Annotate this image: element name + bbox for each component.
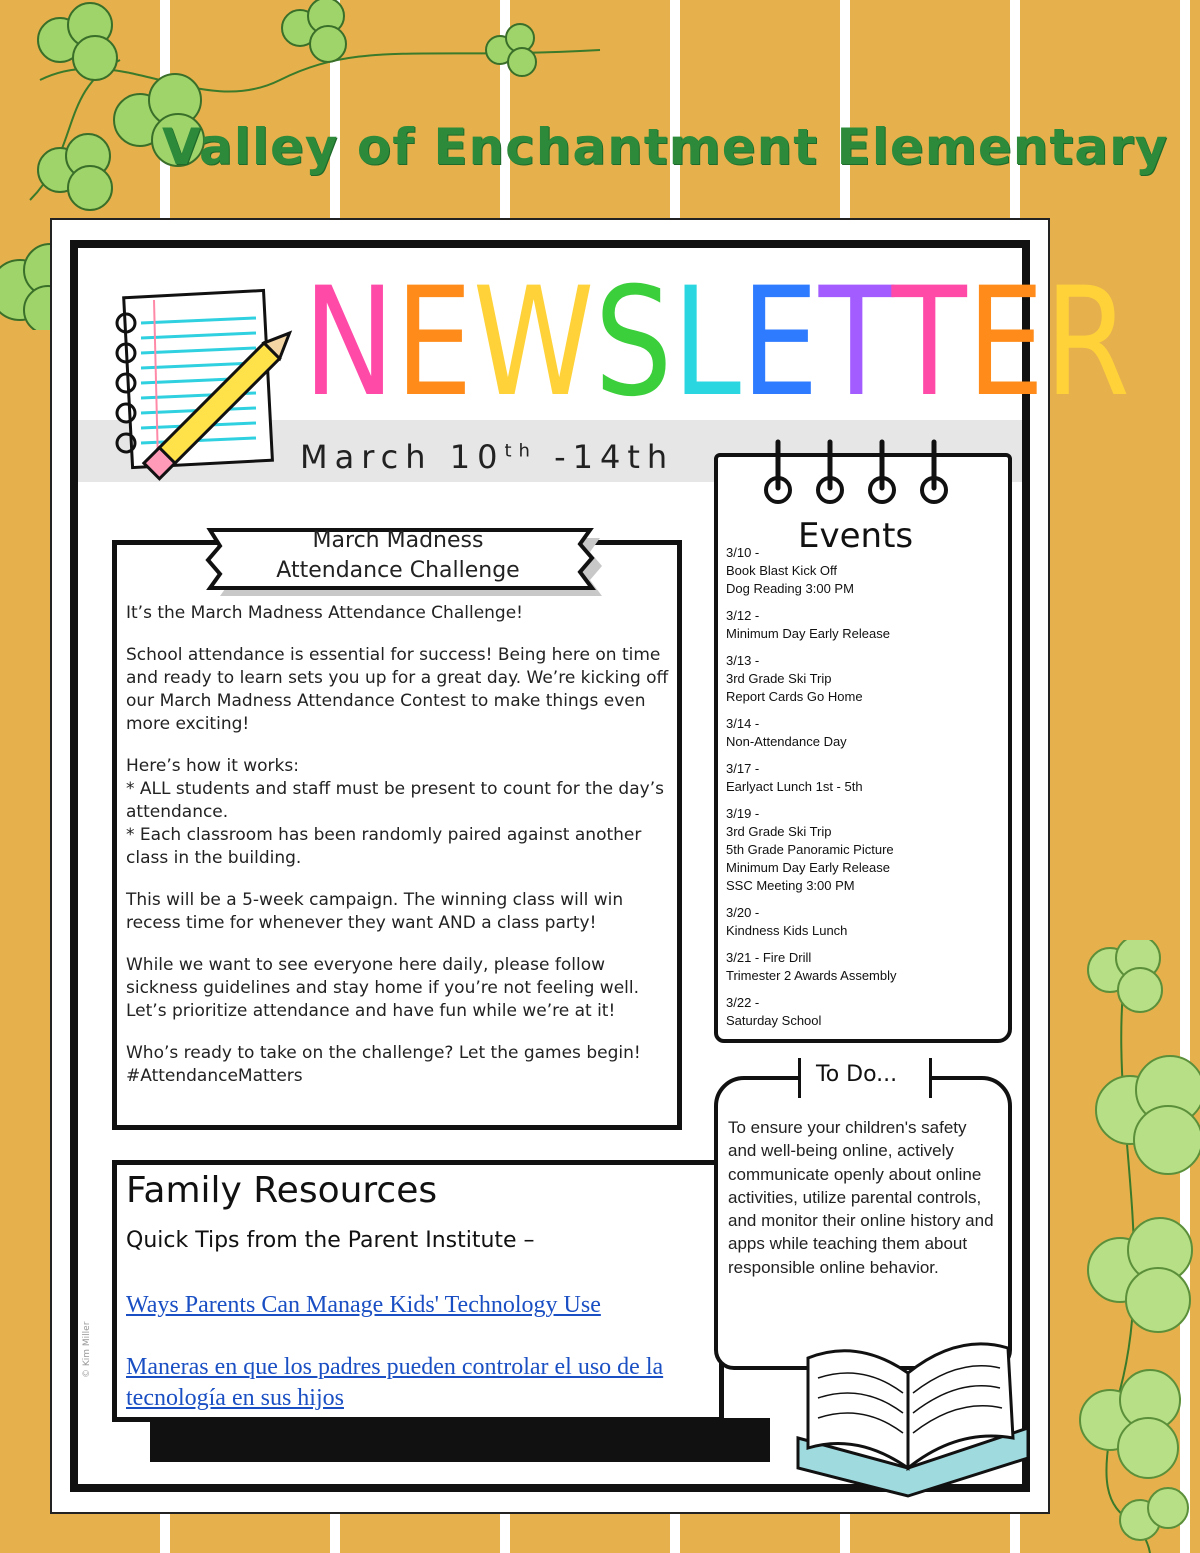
date-start-suffix: th	[504, 440, 537, 462]
family-resources-title: Family Resources	[126, 1170, 438, 1211]
event-description: SSC Meeting 3:00 PM	[726, 878, 855, 893]
challenge-intro: It’s the March Madness Attendance Challenge!	[126, 603, 523, 623]
event-description: 3rd Grade Ski Trip	[726, 671, 832, 686]
event-description: 3rd Grade Ski Trip	[726, 824, 832, 839]
date-start: March 10	[300, 438, 505, 476]
challenge-paragraph: While we want to see everyone here daily, please follow sickness guidelines and stay home if you’re not feeling well. Let’s prioritize attendance and have fun while we’re at it!	[126, 955, 639, 1021]
event-description: Saturday School	[726, 1013, 822, 1028]
event-date: 3/12 -	[726, 608, 760, 623]
event-description: Non-Attendance Day	[726, 734, 847, 749]
event-date: 3/13 -	[726, 653, 760, 668]
event-description: Minimum Day Early Release	[726, 860, 890, 875]
technology-use-link[interactable]: Ways Parents Can Manage Kids' Technology Use	[126, 1292, 601, 1318]
challenge-title-line2: Attendance Challenge	[276, 558, 520, 583]
event-description: Earlyact Lunch 1st - 5th	[726, 779, 863, 794]
spiral-rings-icon	[758, 434, 958, 514]
date-end: -14th	[536, 438, 675, 476]
newsletter-letter: E	[740, 256, 819, 430]
event-date: 3/22 -	[726, 995, 760, 1010]
artist-credit: © Kim Miller	[82, 1321, 92, 1378]
newsletter-heading	[303, 256, 1131, 430]
newsletter-letter: T	[891, 256, 967, 430]
events-list	[726, 544, 1006, 1039]
newsletter-letter: L	[672, 256, 741, 430]
event-description: Book Blast Kick Off	[726, 563, 838, 578]
newsletter-letter: E	[395, 256, 473, 430]
event-date: 3/19 -	[726, 806, 760, 821]
event-description: Minimum Day Early Release	[726, 626, 890, 641]
event-description: 5th Grade Panoramic Picture	[726, 842, 894, 857]
event-item	[726, 715, 1006, 751]
challenge-title	[208, 526, 588, 586]
family-box-shadow	[150, 1418, 770, 1462]
family-resources-subtitle: Quick Tips from the Parent Institute –	[126, 1228, 535, 1253]
event-item	[726, 904, 1006, 940]
newsletter-letter: S	[594, 256, 673, 430]
events-title: Events	[798, 516, 914, 556]
newsletter-letter: E	[966, 256, 1045, 430]
todo-text: To ensure your children's safety and well-being online, actively communicate openly about online activities, utilize parental controls, and monitor their online history and apps while teaching them about responsible online behavior.	[728, 1118, 994, 1277]
how-it-works-heading: Here’s how it works:	[126, 756, 299, 776]
school-title: Valley of Enchantment Elementary	[162, 118, 1169, 176]
newsletter-letter: T	[818, 256, 892, 430]
notebook-pencil-icon	[106, 278, 296, 508]
challenge-closing: Who’s ready to take on the challenge? Let the games begin! #AttendanceMatters	[126, 1043, 641, 1086]
rule-item: * ALL students and staff must be present to count for the day’s attendance.	[126, 779, 664, 822]
event-date: 3/10 -	[726, 545, 760, 560]
date-range	[300, 438, 674, 476]
event-description: Dog Reading 3:00 PM	[726, 581, 854, 596]
event-item	[726, 805, 1006, 895]
event-item	[726, 607, 1006, 643]
event-description: Trimester 2 Awards Assembly	[726, 968, 897, 983]
challenge-paragraph: This will be a 5-week campaign. The winning class will win recess time for whenever they want AND a class party!	[126, 890, 624, 933]
event-description: Kindness Kids Lunch	[726, 923, 848, 938]
newsletter-letter: R	[1044, 256, 1131, 430]
event-item	[726, 949, 1006, 985]
event-date: 3/21 - Fire Drill	[726, 950, 812, 965]
newsletter-letter: W	[472, 256, 595, 430]
event-item	[726, 544, 1006, 598]
event-description: Report Cards Go Home	[726, 689, 863, 704]
rule-item: * Each classroom has been randomly paired against another class in the building.	[126, 825, 642, 868]
challenge-body	[126, 602, 676, 1107]
challenge-title-line1: March Madness	[312, 528, 484, 553]
event-date: 3/14 -	[726, 716, 760, 731]
newsletter-frame	[70, 240, 1131, 1492]
event-date: 3/20 -	[726, 905, 760, 920]
event-date: 3/17 -	[726, 761, 760, 776]
newsletter-page	[50, 218, 1131, 1514]
todo-title: To Do...	[816, 1062, 898, 1087]
event-item	[726, 652, 1006, 706]
challenge-how-it-works	[126, 755, 676, 870]
event-item	[726, 994, 1006, 1030]
shamrock-vine-bottom-right	[1040, 940, 1200, 1553]
event-item	[726, 760, 1006, 796]
open-book-icon	[778, 1318, 1038, 1498]
newsletter-letter: N	[303, 256, 396, 430]
technology-use-spanish-link[interactable]: Maneras en que los padres pueden controlar el uso de la tecnología en sus hijos	[126, 1354, 664, 1411]
challenge-paragraph: School attendance is essential for success! Being here on time and ready to learn sets you up for a great day. We’re kicking off our March Madness Attendance Contest to make things even more exciting!	[126, 645, 669, 734]
